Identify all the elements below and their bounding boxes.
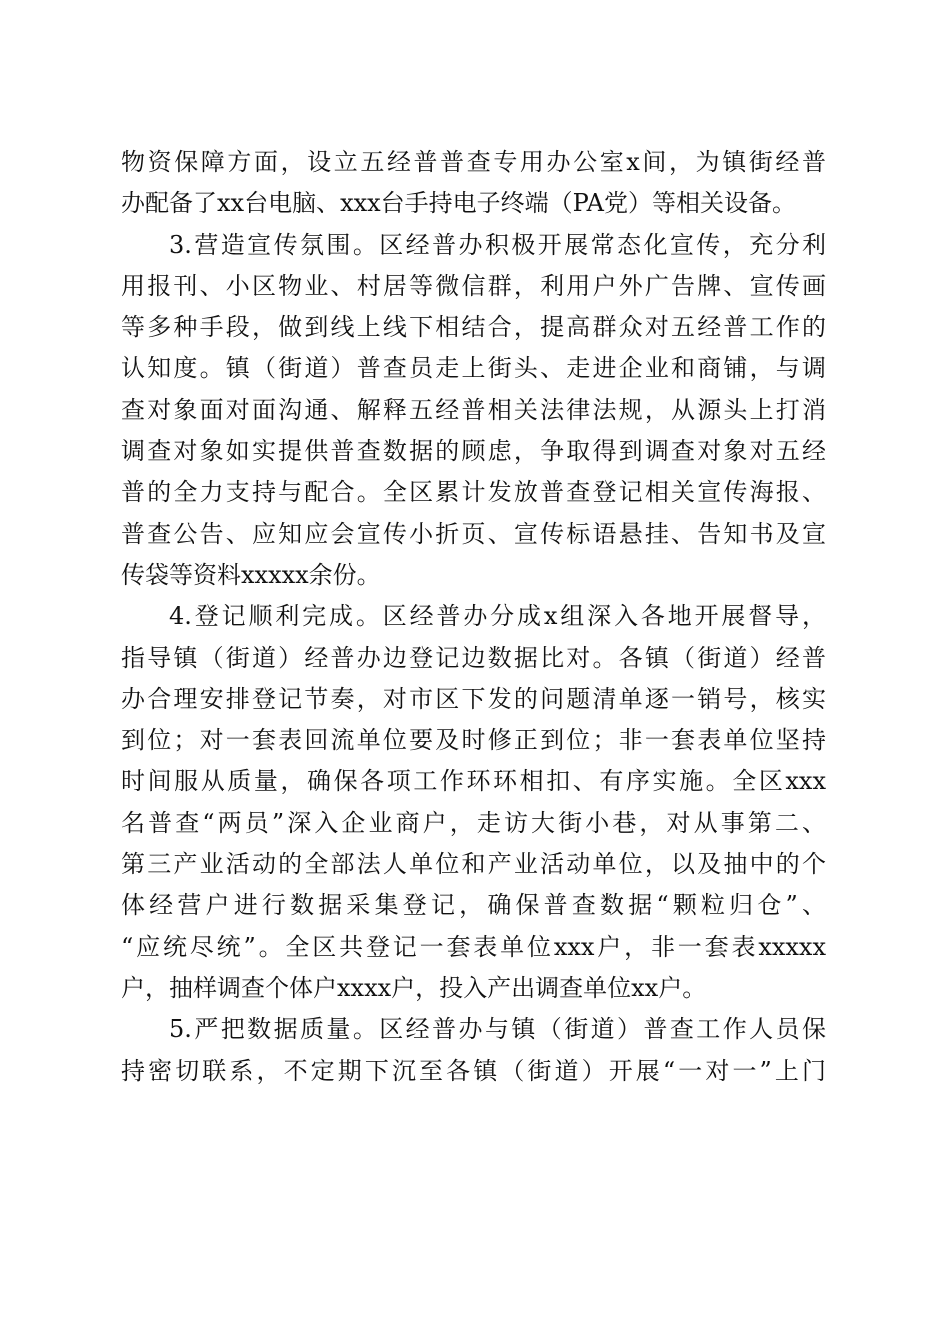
paragraph-3-first-line: 3.营造宣传氛围。区经普办积极开展常态化宣传，充分利 [169, 230, 826, 259]
text-line: 等多种手段，做到线上线下相结合，提高群众对五经普工作的 [121, 313, 826, 342]
text-line: 用报刊、小区物业、村居等微信群，利用户外广告牌、宣传画 [121, 271, 826, 300]
text-line: 办合理安排登记节奏，对市区下发的问题清单逐一销号，核实 [121, 684, 826, 713]
paragraph-4-first-line: 4.登记顺利完成。区经普办分成x组深入各地开展督导， [169, 602, 826, 631]
text-line: “应统尽统”。全区共登记一套表单位xxx户，非一套表xxxxx [121, 932, 826, 961]
text-line: 指导镇（街道）经普办边登记边数据比对。各镇（街道）经普 [121, 643, 826, 672]
document-body [121, 142, 826, 1092]
paragraph-5-first-line: 5.严把数据质量。区经普办与镇（街道）普查工作人员保 [169, 1015, 826, 1044]
text-line: 物资保障方面，设立五经普普查专用办公室x间，为镇街经普 [121, 148, 826, 176]
text-line: 体经营户进行数据采集登记，确保普查数据“颗粒归仓”、 [121, 891, 826, 920]
text-line: 认知度。镇（街道）普查员走上街头、走进企业和商铺，与调 [121, 354, 826, 383]
text-line: 普的全力支持与配合。全区累计发放普查登记相关宣传海报、 [121, 478, 826, 507]
text-line: 户，抽样调查个体户xxxx户，投入产出调查单位xx户。 [121, 973, 707, 1002]
text-line: 办配备了xx台电脑、xxx台手持电子终端（PA党）等相关设备。 [121, 189, 796, 218]
text-line: 到位；对一套表回流单位要及时修正到位；非一套表单位坚持 [121, 726, 826, 755]
text-line: 普查公告、应知应会宣传小折页、宣传标语悬挂、告知书及宣 [121, 519, 826, 548]
text-line: 第三产业活动的全部法人单位和产业活动单位，以及抽中的个 [121, 850, 826, 879]
text-line: 调查对象如实提供普查数据的顾虑，争取得到调查对象对五经 [121, 437, 826, 466]
text-line: 持密切联系，不定期下沉至各镇（街道）开展“一对一”上门 [121, 1056, 826, 1085]
text-line: 查对象面对面沟通、解释五经普相关法律法规，从源头上打消 [121, 395, 826, 424]
text-line: 时间服从质量，确保各项工作环环相扣、有序实施。全区xxx [121, 767, 826, 796]
text-line: 名普查“两员”深入企业商户，走访大街小巷，对从事第二、 [121, 808, 826, 837]
text-line: 传袋等资料xxxxx余份。 [121, 560, 381, 589]
